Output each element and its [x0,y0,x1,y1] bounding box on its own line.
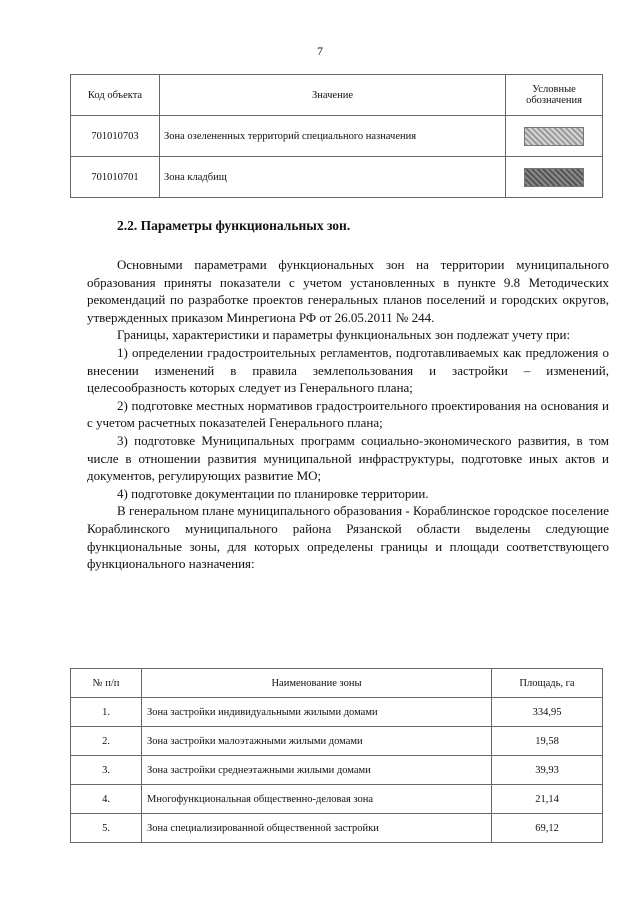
zone-name: Зона застройки малоэтажными жилыми домами [142,727,492,756]
object-code: 701010701 [71,157,160,198]
zone-name: Многофункциональная общественно-деловая зона [142,785,492,814]
zone-area: 39,93 [492,756,603,785]
zone-name: Зона застройки среднеэтажными жилыми домами [142,756,492,785]
page-number: 7 [317,44,323,58]
paragraph: Границы, характеристики и параметры функциональных зон подлежат учету при: [117,327,571,343]
paragraph: 1) определении градостроительных регламентов, подготавливаемых как предложения о внесении изменений в правила землепользования и застройки – изменений, целесообразность которых следует из Генерального плана; [87,344,609,396]
object-codes-table [70,74,603,198]
zone-number: 1. [71,698,142,727]
zone-number: 5. [71,814,142,843]
header-value: Значение [160,75,506,116]
object-value: Зона озелененных территорий специального назначения [160,116,506,157]
zone-number: 4. [71,785,142,814]
paragraph: В генеральном плане муниципального образования - Кораблинское городское поселение Кораблинского муниципального района Рязанской области выделены следующие функциональные зоны, для которых определены границы и площади соответствующего функционального назначения: [87,503,609,572]
zone-area: 21,14 [492,785,603,814]
green-zone-hatch-icon [524,127,584,146]
header-number: № п/п [71,669,142,698]
table-row [71,727,603,756]
zone-name: Зона специализированной общественной застройки [142,814,492,843]
functional-zones-table [70,668,603,843]
table-row [71,756,603,785]
zone-area: 69,12 [492,814,603,843]
paragraph: 2) подготовке местных нормативов градостроительного проектирования на основания и с учетом расчетных показателей Генерального плана; [87,397,609,431]
zone-area: 19,58 [492,727,603,756]
zone-name: Зона застройки индивидуальными жилыми домами [142,698,492,727]
paragraph: Основными параметрами функциональных зон на территории муниципального образования приняты показатели с учетом установленных в пункте 9.8 Методических рекомендаций по разработке проектов генеральных планов поселений и городских округов, утвержденных приказом Минрегиона РФ от 26.05.2011 № 244. [87,257,609,325]
cemetery-zone-hatch-icon [524,168,584,187]
table-row [71,157,603,198]
section-heading: 2.2. Параметры функциональных зон. [117,218,351,233]
symbol-cell [506,157,603,198]
body-text [87,256,609,573]
paragraph: 3) подготовке Муниципальных программ социально-экономического развития, в том числе в отношении развития муниципальной инфраструктуры, подготовке иных актов и документов, регулирующих развитие МО; [87,432,609,484]
header-symbols: Условные обозначения [506,75,603,116]
table-header-row [71,669,603,698]
paragraph: 4) подготовке документации по планировке территории. [117,485,429,501]
symbol-cell [506,116,603,157]
object-code: 701010703 [71,116,160,157]
object-value: Зона кладбищ [160,157,506,198]
zone-number: 2. [71,727,142,756]
table-row [71,698,603,727]
header-zone-name: Наименование зоны [142,669,492,698]
table-row [71,814,603,843]
table-row [71,116,603,157]
header-area: Площадь, га [492,669,603,698]
table-row [71,785,603,814]
zone-area: 334,95 [492,698,603,727]
table-header-row [71,75,603,116]
header-code: Код объекта [71,75,160,116]
zone-number: 3. [71,756,142,785]
